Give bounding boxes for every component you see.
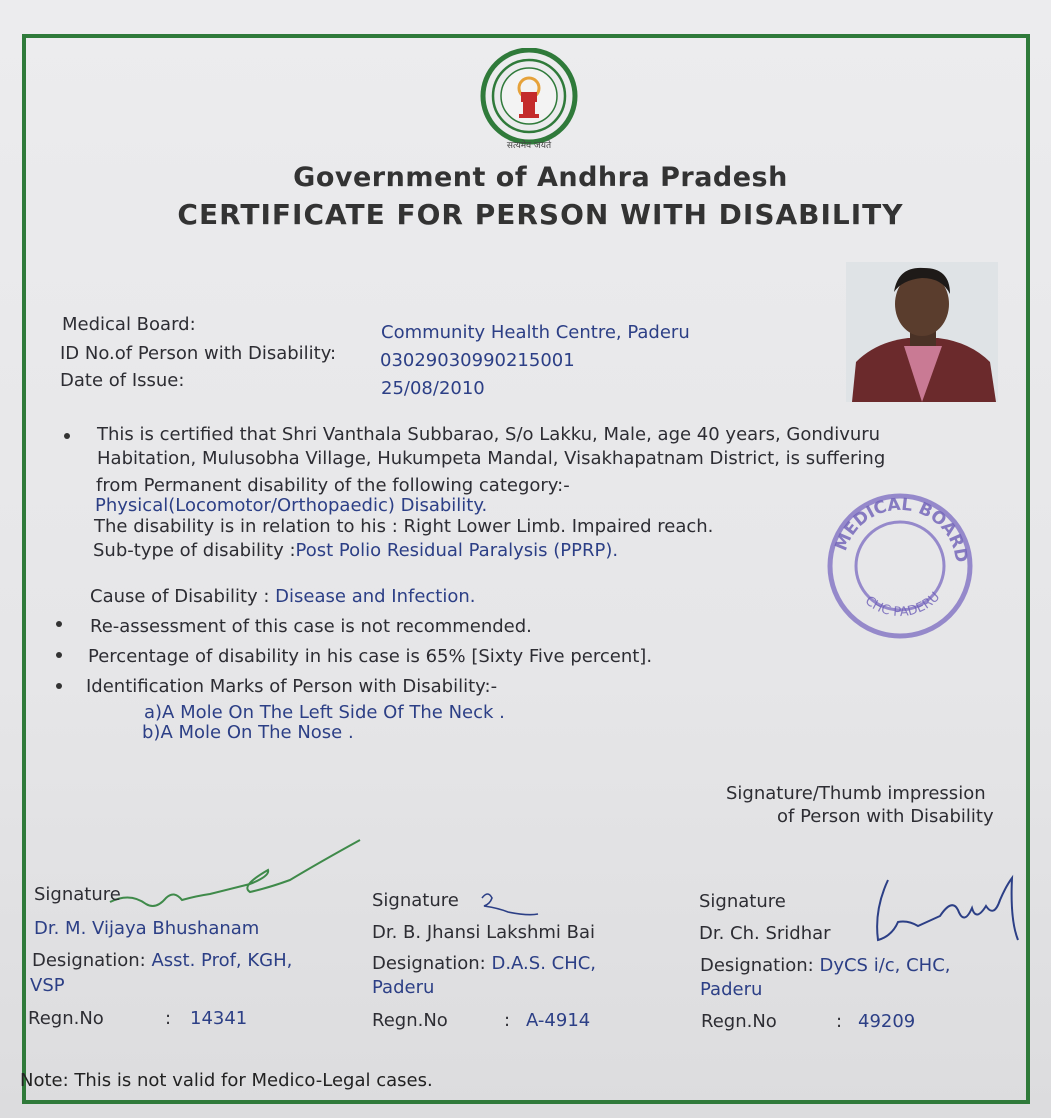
signatory-1-designation-2: VSP xyxy=(30,975,65,996)
date-value: 25/08/2010 xyxy=(381,378,485,399)
bullet-icon xyxy=(56,683,62,689)
signatory-2-name: Dr. B. Jhansi Lakshmi Bai xyxy=(372,922,596,943)
signatory-1-signature-label: Signature xyxy=(34,884,121,905)
signature-1-handwriting xyxy=(100,832,370,922)
government-title: Government of Andhra Pradesh xyxy=(293,162,788,193)
signatory-1-regn-value: 14341 xyxy=(190,1008,248,1029)
signature-2-handwriting xyxy=(478,888,548,922)
bullet-icon xyxy=(64,433,70,439)
signatory-3-regn-sep: : xyxy=(836,1011,843,1032)
bullet-icon xyxy=(56,621,62,627)
date-label: Date of Issue: xyxy=(60,370,185,391)
signatory-2-designation-line xyxy=(372,953,596,974)
cause-label: Cause of Disability : xyxy=(90,586,276,607)
signatory-3-regn-value: 49209 xyxy=(858,1011,916,1032)
cause-value: Disease and Infection. xyxy=(275,586,476,607)
signatory-2-regn-sep: : xyxy=(504,1010,511,1031)
person-photo xyxy=(846,262,998,402)
percentage-value: 65% [Sixty Five percent]. xyxy=(425,646,653,667)
state-emblem-icon xyxy=(478,48,580,154)
signatory-1-name: Dr. M. Vijaya Bhushanam xyxy=(34,918,260,939)
signatory-2-designation: D.A.S. CHC, xyxy=(491,953,597,974)
relation-line xyxy=(94,516,713,537)
medical-board-stamp xyxy=(822,492,978,640)
thumb-impression-line-1: Signature/Thumb impression xyxy=(726,783,986,804)
identification-mark-a: a)A Mole On The Left Side Of The Neck . xyxy=(144,702,505,723)
signatory-2-signature-label: Signature xyxy=(372,890,459,911)
signatory-2-regn-label: Regn.No xyxy=(372,1010,448,1031)
signatory-3-name: Dr. Ch. Sridhar xyxy=(699,923,831,944)
svg-text:CHC PADERU xyxy=(862,589,943,620)
certify-line-2: Habitation, Mulusobha Village, Hukumpeta Mandal, Visakhapatnam District, is suffering xyxy=(97,448,886,469)
certify-line-3: from Permanent disability of the following category:- xyxy=(96,475,570,496)
signatory-3-regn-label: Regn.No xyxy=(701,1011,777,1032)
subtype-value: Post Polio Residual Paralysis (PPRP). xyxy=(295,540,619,561)
signatory-3-designation-line xyxy=(700,955,951,976)
svg-text:MEDICAL BOARD xyxy=(831,495,971,564)
certify-line-1: This is certified that Shri Vanthala Subbarao, S/o Lakku, Male, age 40 years, Gondivuru xyxy=(97,424,881,445)
medical-board-label: Medical Board: xyxy=(62,314,196,335)
percentage-line xyxy=(88,646,652,667)
bullet-icon xyxy=(56,652,62,658)
medical-board-value: Community Health Centre, Paderu xyxy=(381,322,690,343)
signatory-2-regn-value: A-4914 xyxy=(526,1010,591,1031)
subtype-line xyxy=(93,540,618,561)
relation-value: Right Lower Limb. Impaired reach. xyxy=(403,516,714,537)
signatory-2-designation-2: Paderu xyxy=(372,977,435,998)
cause-line xyxy=(90,586,476,607)
disability-category: Physical(Locomotor/Orthopaedic) Disability. xyxy=(95,495,488,516)
signatory-3-designation-2: Paderu xyxy=(700,979,763,1000)
subtype-label: Sub-type of disability : xyxy=(93,540,296,561)
certificate-title: CERTIFICATE FOR PERSON WITH DISABILITY xyxy=(177,198,904,231)
stamp-top-text: MEDICAL BOARD xyxy=(831,494,972,565)
signatory-1-designation-line xyxy=(32,950,292,971)
identification-mark-b: b)A Mole On The Nose . xyxy=(142,722,354,743)
signatory-1-regn-label: Regn.No xyxy=(28,1008,104,1029)
signatory-3-designation: DyCS i/c, CHC, xyxy=(819,955,951,976)
id-value: 03029030990215001 xyxy=(380,350,575,371)
validity-note: Note: This is not valid for Medico-Legal cases. xyxy=(20,1070,433,1091)
signatory-1-regn-sep: : xyxy=(165,1008,172,1029)
emblem-motto: सत्यमेव जयते xyxy=(506,141,552,151)
signatory-3-signature-label: Signature xyxy=(699,891,786,912)
signatory-1-designation-label: Designation: xyxy=(32,950,146,971)
thumb-impression-line-2: of Person with Disability xyxy=(777,806,994,827)
identification-marks-label: Identification Marks of Person with Disability:- xyxy=(86,676,498,697)
signatory-2-designation-label: Designation: xyxy=(372,953,486,974)
reassessment-line: Re-assessment of this case is not recommended. xyxy=(90,616,532,637)
id-label: ID No.of Person with Disability: xyxy=(60,343,337,364)
signatory-1-designation: Asst. Prof, KGH, xyxy=(151,950,293,971)
relation-label: The disability is in relation to his : xyxy=(94,516,404,537)
signature-3-handwriting xyxy=(868,870,1028,950)
signatory-3-designation-label: Designation: xyxy=(700,955,814,976)
stamp-bottom-text: CHC PADERU xyxy=(861,589,944,621)
percentage-label: Percentage of disability in his case is xyxy=(88,646,426,667)
